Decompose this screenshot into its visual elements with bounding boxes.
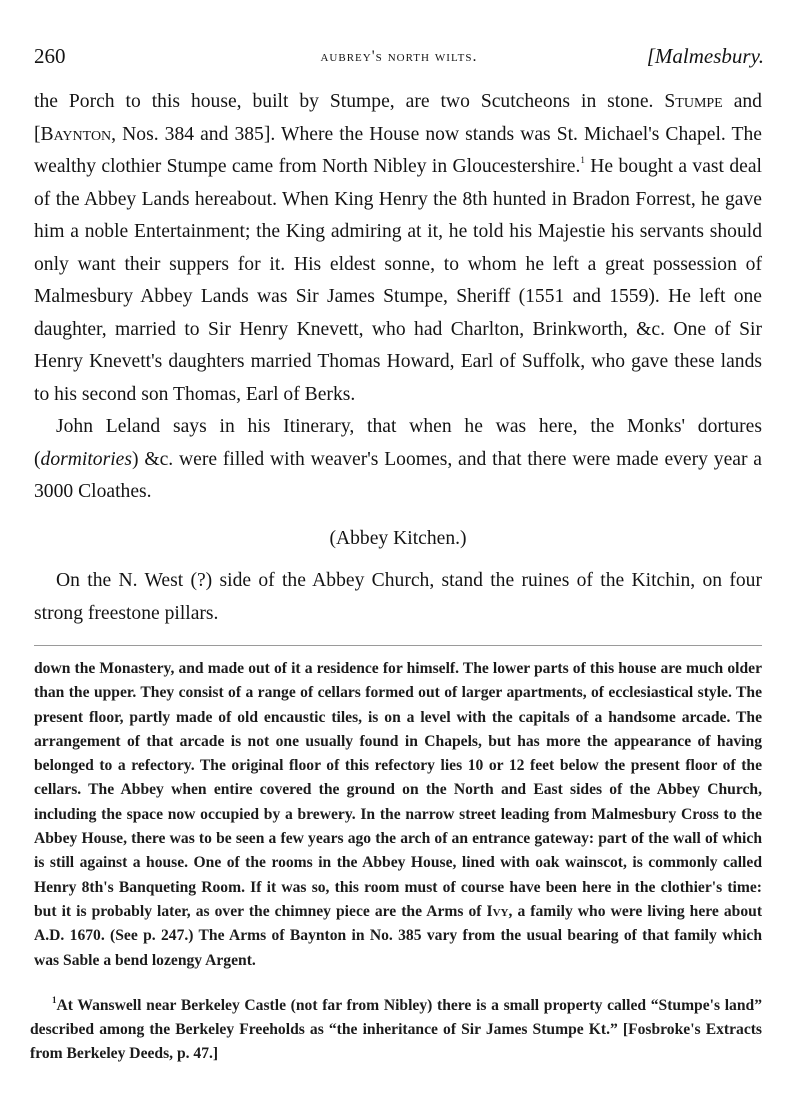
text-run: , Nos. 384 and 385]. Where the House now stands was St. Michael's Chapel. The wealthy clothier Stumpe came from North Nibley in Gloucestershire.	[34, 123, 762, 177]
paragraph-kitchen: On the N. West (?) side of the Abbey Church, stand the ruines of the Kitchin, on four strong freestone pillars.	[34, 570, 762, 624]
section-title: [Malmesbury.	[646, 44, 764, 68]
text-run: and [	[34, 91, 762, 145]
footnote-text: At Wanswell near Berkeley Castle (not far from Nibley) there is a small property called “Stumpe's land” described among the Berkeley Freeholds as “the inheritance of Sir James Stumpe Kt.” [Fosbroke's Extracts from Berkeley Deeds, p. 47.]	[30, 997, 762, 1062]
footnote-marker: 1	[580, 155, 585, 165]
text-run: ) &c. were filled with weaver's Loomes, and that there were made every year a 3000 Cloathes.	[34, 448, 762, 502]
smallcaps-stumpe: Stumpe	[664, 91, 723, 112]
italic-dormitories: dormitories	[40, 448, 132, 470]
notes-divider	[34, 645, 762, 646]
footnote	[30, 994, 762, 1066]
footnote-number: 1	[52, 995, 57, 1005]
paragraph-leland	[34, 411, 762, 509]
editor-note-paragraph	[34, 657, 762, 973]
subheading-abbey-kitchen: (Abbey Kitchen.)	[329, 527, 467, 549]
main-text	[34, 86, 762, 630]
page-number: 260	[34, 44, 66, 68]
footnote-paragraph	[30, 994, 762, 1066]
running-title: aubrey's north wilts.	[320, 48, 478, 65]
smallcaps-baynton: Baynton	[40, 123, 112, 145]
text-run: He bought a vast deal of the Abbey Lands hereabout. When King Henry the 8th hunted in Bradon Forrest, he gave him a noble Entertainment; the King admiring at it, he told his Majestie his servants should only want their suppers for it. His eldest sonne, to whom he left a great possession of Malmesbury Abbey Lands was Sir James Stumpe, Sheriff (1551 and 1559). He left one daughter, married to Sir Henry Knevett, who had Charlton, Brinkworth, &c. One of Sir Henry Knevett's daughters married Thomas Howard, Earl of Suffolk, who gave these lands to his second son Thomas, Earl of Berks.	[34, 156, 762, 405]
paragraph-stumpe	[34, 86, 762, 411]
smallcaps-ivy: Ivy	[486, 902, 509, 920]
text-run: the Porch to this house, built by Stumpe, are two Scutcheons in stone.	[34, 91, 665, 112]
text-run: , a family who were living here about A.D. 1670. (See p. 247.) The Arms of Baynton in No. 385 vary from the usual bearing of that family which was Sable a bend lozengy Argent.	[34, 902, 763, 969]
text-run: John Leland says in his Itinerary, that when he was here, the Monks' dortures (	[34, 416, 762, 470]
running-head	[34, 44, 764, 74]
editor-note	[34, 657, 762, 973]
text-run: down the Monastery, and made out of it a residence for himself. The lower parts of this house are much older than the upper. They consist of a range of cellars formed out of larger apartments, of ecclesiastical style. The present floor, partly made of old encaustic tiles, is on a level with the capitals of a handsome arcade. The arrangement of that arcade is not one usually found in Chapels, but has more the appearance of having belonged to a refectory. The original floor of this refectory lies 10 or 12 feet below the present floor of the cellars. The Abbey when entire covered the ground on the North and East sides of the Abbey Church, including the space now occupied by a brewery. In the narrow street leading from Malmesbury Cross to the Abbey House, there was to be seen a few years ago the arch of an entrance gateway: part of the wall of which is still against a house. One of the rooms in the Abbey House, lined with oak wainscot, is commonly called Henry 8th's Banqueting Room. If it was so, this room must of course have been here in the clothier's time: but it is probably later, as over the chimney piece are the Arms of	[34, 660, 762, 920]
